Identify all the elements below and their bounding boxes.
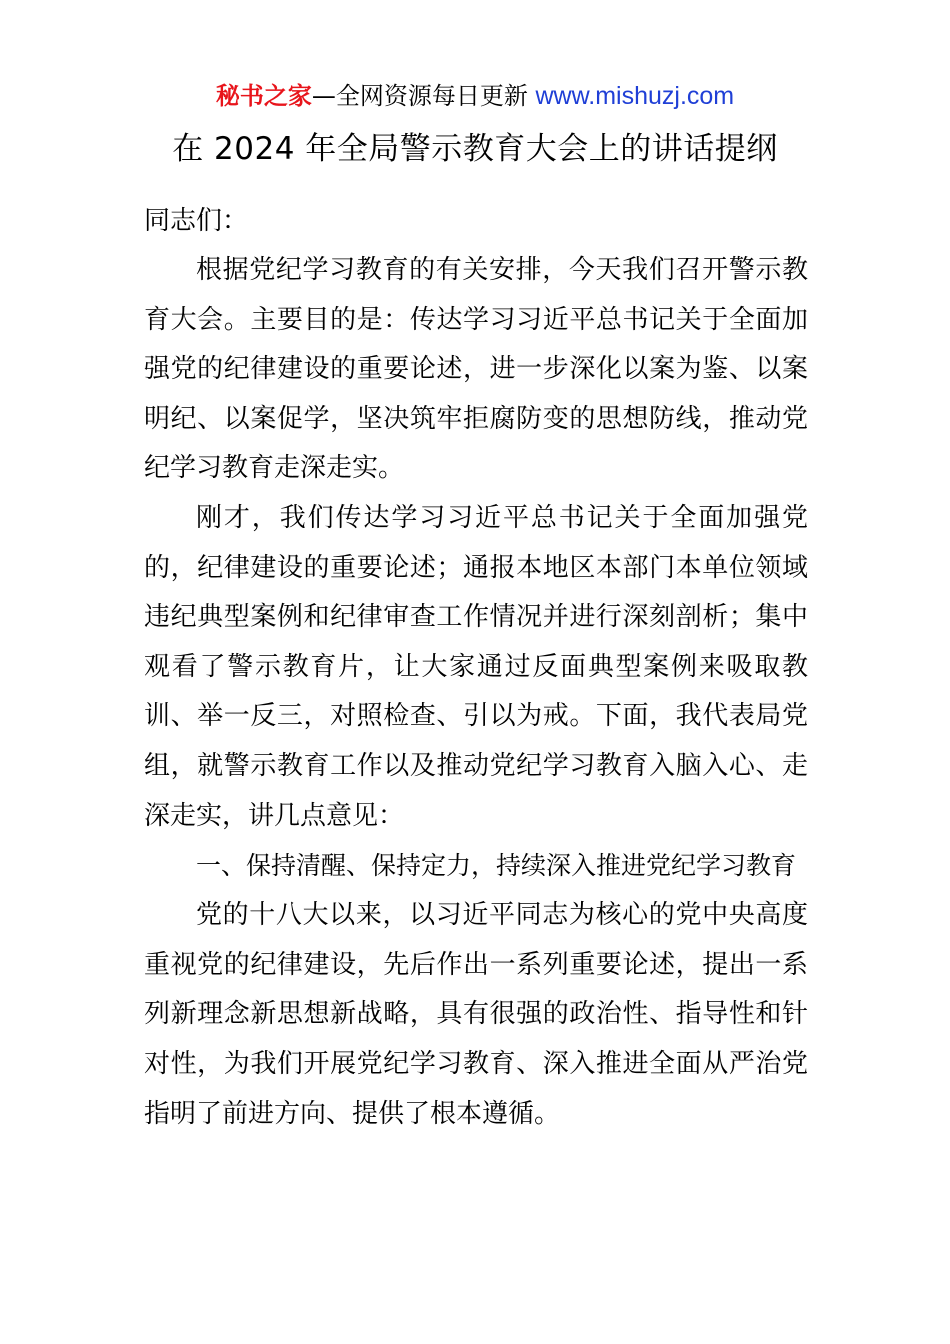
site-url-link[interactable]: www.mishuzj.com [535,82,735,110]
site-tagline: —全网资源每日更新 [311,82,536,110]
brand-name: 秘书之家 [215,82,312,110]
section-heading-1: 一、保持清醒、保持定力，持续深入推进党纪学习教育 [196,851,797,881]
document-body [144,196,808,1139]
site-header [0,80,950,112]
paragraph-intro: 根据党纪学习教育的有关安排，今天我们召开警示教育大会。主要目的是：传达学习习近平总书记关于全面加强党的纪律建设的重要论述，进一步深化以案为鉴、以案明纪、以案促学，坚决筑牢拒腐防变的思想防线，推动党纪学习教育走深走实。 [144,255,808,484]
paragraph-section-1: 党的十八大以来，以习近平同志为核心的党中央高度重视党的纪律建设，先后作出一系列重要论述，提出一系列新理念新思想新战略，具有很强的政治性、指导性和针对性，为我们开展党纪学习教育、深入推进全面从严治党指明了前进方向、提供了根本遵循。 [144,900,808,1129]
document-title: 在 2024 年全局警示教育大会上的讲话提纲 [172,131,778,167]
paragraph-review: 刚才，我们传达学习习近平总书记关于全面加强党的，纪律建设的重要论述；通报本地区本部门本单位领域违纪典型案例和纪律审查工作情况并进行深刻剖析；集中观看了警示教育片，让大家通过反面典型案例来吸取教训、举一反三，对照检查、引以为戒。下面，我代表局党组，就警示教育工作以及推动党纪学习教育入脑入心、走深走实，讲几点意见： [144,502,808,831]
salutation: 同志们： [144,206,249,236]
